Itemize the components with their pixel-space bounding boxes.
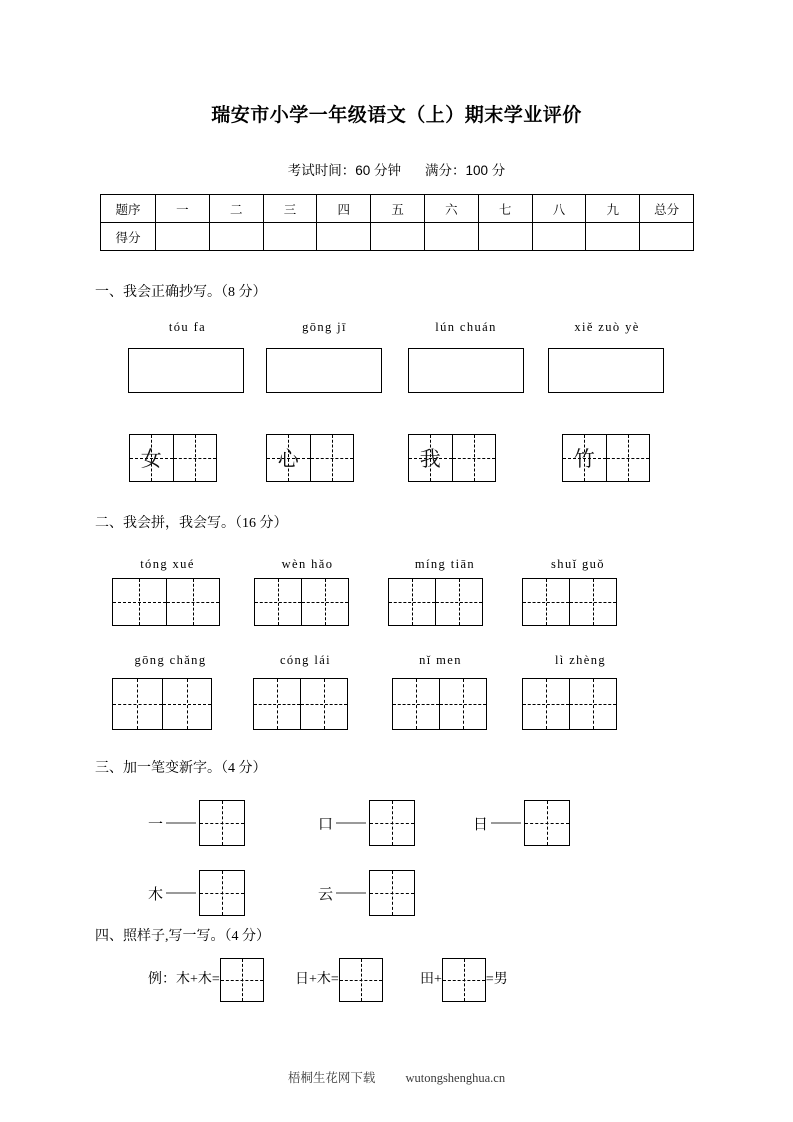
tianzige-cell[interactable] (563, 435, 607, 481)
tianzige-copy-1[interactable] (129, 434, 217, 482)
tianzige-answer-2-7[interactable] (392, 678, 487, 730)
copy-write-box-1[interactable] (128, 348, 244, 393)
score-cell-4[interactable] (317, 223, 371, 251)
score-cell-total[interactable] (640, 223, 694, 251)
column-header-5: 五 (371, 195, 425, 223)
exam-meta (0, 159, 793, 179)
source-char: 口 (318, 816, 334, 833)
arrow-dash-icon (336, 892, 366, 894)
table-row-score (101, 223, 694, 251)
equation-prefix: 日+木= (295, 972, 339, 987)
table-row-question-index (101, 195, 694, 223)
tianzige-cell[interactable] (409, 435, 453, 481)
tianzige-cell[interactable] (301, 679, 347, 729)
tianzige-answer-4-3[interactable] (442, 958, 486, 1002)
tianzige-copy-4[interactable] (562, 434, 650, 482)
tianzige-answer-2-3[interactable] (388, 578, 483, 626)
source-char: 一 (148, 816, 164, 833)
pinyin-label-1-2: gōng jī (302, 320, 347, 334)
footer-site-name: 梧桐生花网下载 (287, 1071, 376, 1085)
pinyin-label-2-7: nǐ men (419, 653, 462, 667)
section-heading-2: 二、我会拼，我会写。（16 分） (95, 516, 288, 531)
tianzige-cell[interactable] (525, 801, 569, 845)
tianzige-cell[interactable] (174, 435, 217, 481)
score-cell-2[interactable] (209, 223, 263, 251)
tianzige-copy-3[interactable] (408, 434, 496, 482)
tianzige-cell[interactable] (389, 579, 436, 625)
add-stroke-item-2 (318, 800, 415, 846)
tianzige-cell[interactable] (113, 679, 163, 729)
row-label-question-index: 题序 (101, 195, 156, 223)
equation-prefix: 田+ (420, 972, 442, 987)
column-header-total: 总分 (640, 195, 694, 223)
score-cell-7[interactable] (478, 223, 532, 251)
tianzige-cell[interactable] (436, 579, 482, 625)
equation-item-1 (148, 958, 264, 1002)
handwritten-char: 心 (277, 447, 299, 471)
handwritten-char: 竹 (573, 447, 595, 471)
page-title: 瑞安市小学一年级语文（上）期末学业评价 (211, 105, 582, 126)
pinyin-label-2-5: gōng chǎng (134, 653, 207, 667)
source-char: 木 (148, 886, 164, 903)
row-label-score: 得分 (101, 223, 156, 251)
tianzige-answer-2-2[interactable] (254, 578, 349, 626)
tianzige-cell[interactable] (607, 435, 650, 481)
score-cell-1[interactable] (156, 223, 210, 251)
tianzige-cell[interactable] (523, 679, 570, 729)
add-stroke-item-4 (148, 870, 245, 916)
column-header-3: 三 (263, 195, 317, 223)
section-heading-3: 三、加一笔变新字。（4 分） (95, 761, 267, 776)
pinyin-label-1-3: lún chuán (435, 320, 497, 334)
copy-write-box-4[interactable] (548, 348, 664, 393)
tianzige-cell[interactable] (254, 679, 301, 729)
tianzige-cell[interactable] (393, 679, 440, 729)
tianzige-answer-3-1[interactable] (199, 800, 245, 846)
tianzige-cell[interactable] (523, 579, 570, 625)
column-header-4: 四 (317, 195, 371, 223)
copy-write-box-2[interactable] (266, 348, 382, 393)
tianzige-cell[interactable] (302, 579, 348, 625)
column-header-6: 六 (424, 195, 478, 223)
equation-item-2 (295, 958, 383, 1002)
score-cell-8[interactable] (532, 223, 586, 251)
tianzige-answer-3-5[interactable] (369, 870, 415, 916)
tianzige-answer-4-2[interactable] (339, 958, 383, 1002)
pinyin-label-1-1: tóu fa (168, 320, 207, 334)
full-score-label: 满分：100 分 (425, 163, 506, 178)
tianzige-cell[interactable] (130, 435, 174, 481)
column-header-7: 七 (478, 195, 532, 223)
footer (0, 1068, 793, 1086)
tianzige-cell[interactable] (255, 579, 302, 625)
column-header-2: 二 (209, 195, 263, 223)
tianzige-cell[interactable] (311, 435, 354, 481)
score-cell-5[interactable] (371, 223, 425, 251)
tianzige-cell[interactable] (370, 871, 414, 915)
tianzige-cell[interactable] (570, 679, 616, 729)
tianzige-cell[interactable] (200, 871, 244, 915)
pinyin-label-1-4: xiě zuò yè (574, 320, 640, 334)
exam-time-label: 考试时间：60 分钟 (287, 163, 401, 178)
pinyin-label-2-6: cóng lái (279, 653, 332, 667)
pinyin-label-2-2: wèn hǎo (281, 557, 334, 571)
arrow-dash-icon (336, 822, 366, 824)
copy-write-box-3[interactable] (408, 348, 524, 393)
tianzige-answer-3-3[interactable] (524, 800, 570, 846)
tianzige-cell[interactable] (440, 679, 486, 729)
arrow-dash-icon (491, 822, 521, 824)
column-header-8: 八 (532, 195, 586, 223)
score-cell-9[interactable] (586, 223, 640, 251)
tianzige-cell[interactable] (113, 579, 167, 625)
arrow-dash-icon (166, 892, 196, 894)
tianzige-answer-2-8[interactable] (522, 678, 617, 730)
pinyin-label-2-1: tóng xué (140, 557, 195, 571)
score-table (100, 194, 694, 251)
source-char: 日 (473, 816, 489, 833)
tianzige-cell[interactable] (267, 435, 311, 481)
tianzige-answer-2-1[interactable] (112, 578, 220, 626)
equation-suffix: =男 (485, 972, 508, 987)
tianzige-answer-2-6[interactable] (253, 678, 348, 730)
tianzige-cell[interactable] (453, 435, 496, 481)
tianzige-copy-2[interactable] (266, 434, 354, 482)
tianzige-cell[interactable] (370, 801, 414, 845)
add-stroke-item-5 (318, 870, 415, 916)
pinyin-label-2-4: shuǐ guǒ (551, 557, 605, 571)
section-heading-4: 四、照样子,写一写。（4 分） (95, 929, 270, 944)
column-header-1: 一 (156, 195, 210, 223)
pinyin-label-2-8: lì zhèng (554, 653, 607, 667)
add-stroke-item-1 (148, 800, 245, 846)
tianzige-answer-2-4[interactable] (522, 578, 617, 626)
source-char: 云 (318, 886, 334, 903)
handwritten-char: 我 (419, 447, 441, 471)
score-cell-6[interactable] (424, 223, 478, 251)
equation-item-3 (420, 958, 508, 1002)
tianzige-cell[interactable] (167, 579, 220, 625)
equation-prefix: 例：木+木= (148, 972, 220, 987)
tianzige-cell[interactable] (570, 579, 616, 625)
tianzige-answer-3-2[interactable] (369, 800, 415, 846)
section-heading-1: 一、我会正确抄写。（8 分） (95, 285, 267, 300)
handwritten-char: 女 (140, 447, 162, 471)
tianzige-cell[interactable] (163, 679, 212, 729)
pinyin-label-2-3: míng tiān (414, 557, 476, 571)
add-stroke-item-3 (473, 800, 570, 846)
arrow-dash-icon (166, 822, 196, 824)
tianzige-answer-4-1[interactable] (220, 958, 264, 1002)
tianzige-answer-2-5[interactable] (112, 678, 212, 730)
column-header-9: 九 (586, 195, 640, 223)
score-cell-3[interactable] (263, 223, 317, 251)
footer-site-url: wutongshenghua.cn (405, 1071, 506, 1085)
tianzige-cell[interactable] (200, 801, 244, 845)
tianzige-answer-3-4[interactable] (199, 870, 245, 916)
